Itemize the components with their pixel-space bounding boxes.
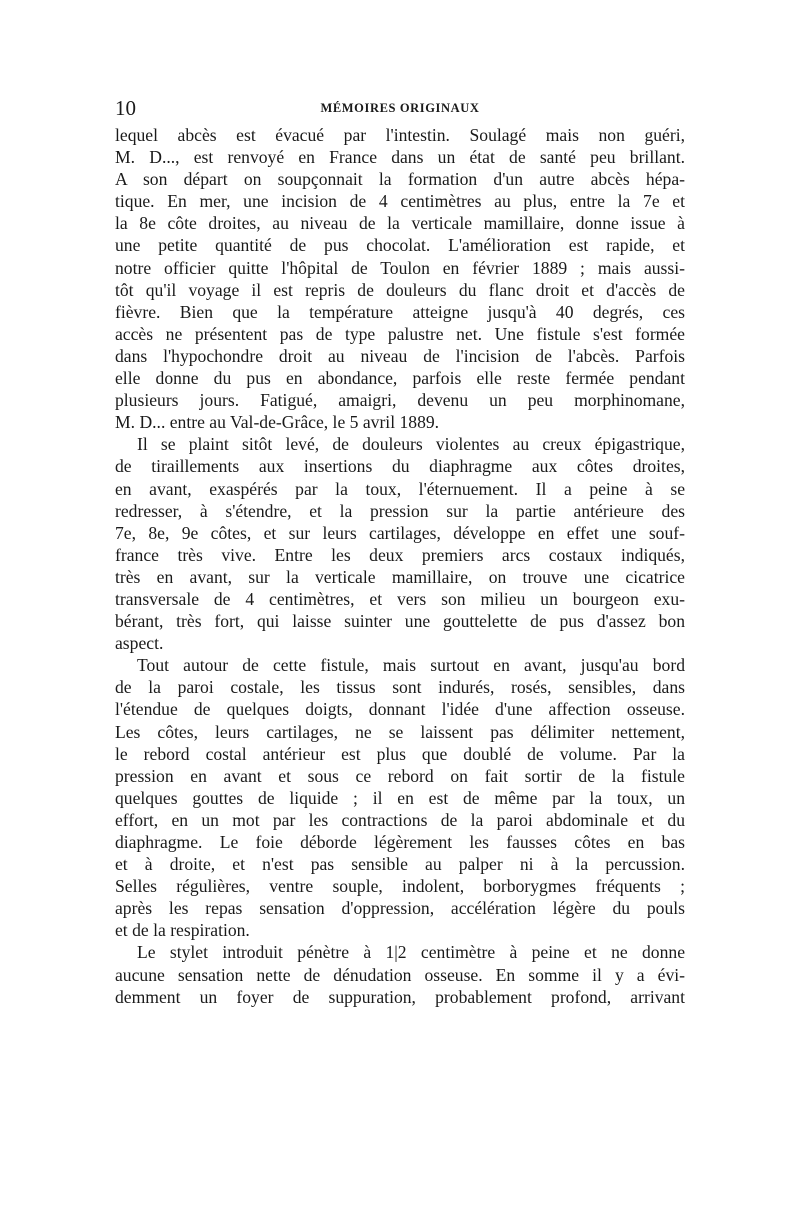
text-line: tôt qu'il voyage il est repris de douleurs du flanc droit et d'accès de [115,279,685,300]
text-line: elle donne du pus en abondance, parfois elle reste fermée pendant [115,368,685,389]
body-text [115,124,685,1008]
text-line: et à droite, et n'est pas sensible au palper ni à la percussion. [115,854,685,875]
text-line: la 8e côte droites, au niveau de la verticale mamillaire, donne issue à [115,213,685,234]
text-line: plusieurs jours. Fatigué, amaigri, devenu un peu morphinomane, [115,390,685,411]
paragraph [115,124,685,433]
text-line: quelques gouttes de liquide ; il en est de même par la toux, un [115,787,685,808]
text-line: l'étendue de quelques doigts, donnant l'idée d'une affection osseuse. [115,699,685,720]
paragraph [115,654,685,941]
text-line: très en avant, sur la verticale mamillaire, on trouve une cicatrice [115,566,685,587]
text-line: une petite quantité de pus chocolat. L'amélioration est rapide, et [115,235,685,256]
text-line: M. D... entre au Val-de-Grâce, le 5 avril 1889. [115,412,440,433]
text-line: aucune sensation nette de dénudation osseuse. En somme il y a évi- [115,964,685,985]
text-line: Il se plaint sitôt levé, de douleurs violentes au creux épigastrique, [137,434,685,455]
text-line: en avant, exaspérés par la toux, l'éternuement. Il a peine à se [115,478,685,499]
text-line: tique. En mer, une incision de 4 centimètres au plus, entre la 7e et [115,191,685,212]
text-line: 7e, 8e, 9e côtes, et sur leurs cartilages, développe en effet une souf- [115,522,685,543]
paragraph [115,941,685,1007]
text-line: demment un foyer de suppuration, probablement profond, arrivant [115,986,685,1007]
running-title: MÉMOIRES ORIGINAUX [320,101,480,115]
text-line: transversale de 4 centimètres, et vers son milieu un bourgeon exu- [115,588,685,609]
text-line: pression en avant et sous ce rebord on fait sortir de la fistule [115,765,685,786]
text-line: Tout autour de cette fistule, mais surtout en avant, jusqu'au bord [137,655,685,676]
text-line: notre officier quitte l'hôpital de Toulon en février 1889 ; mais aussi- [115,257,685,278]
text-line: bérant, très fort, qui laisse suinter une gouttelette de pus d'assez bon [115,611,685,632]
text-line: Selles régulières, ventre souple, indolent, borborygmes fréquents ; [115,876,685,897]
text-line: lequel abcès est évacué par l'intestin. Soulagé mais non guéri, [115,125,685,145]
page-number: 10 [115,96,136,120]
text-line: de tiraillements aux insertions du diaphragme aux côtes droites, [115,456,685,477]
book-page [115,96,685,1008]
text-line: et de la respiration. [115,920,250,941]
text-line: france très vive. Entre les deux premiers arcs costaux indiqués, [115,544,685,565]
text-line: de la paroi costale, les tissus sont indurés, rosés, sensibles, dans [115,677,685,698]
running-head [115,96,685,124]
text-line: le rebord costal antérieur est plus que doublé de volume. Par la [115,743,685,764]
text-line: M. D..., est renvoyé en France dans un état de santé peu brillant. [115,147,685,168]
text-line: aspect. [115,633,164,654]
text-line: fièvre. Bien que la température atteigne jusqu'à 40 degrés, ces [115,301,685,322]
text-line: A son départ on soupçonnait la formation d'un autre abcès hépa- [115,169,685,190]
text-line: redresser, à s'étendre, et la pression sur la partie antérieure des [115,500,685,521]
text-line: après les repas sensation d'oppression, accélération légère du pouls [115,898,685,919]
text-line: Les côtes, leurs cartilages, ne se laissent pas délimiter nettement, [115,721,685,742]
text-line: accès ne présentent pas de type palustre net. Une fistule s'est formée [115,323,685,344]
paragraph [115,433,685,654]
text-line: diaphragme. Le foie déborde légèrement les fausses côtes en bas [115,832,685,852]
text-line: dans l'hypochondre droit au niveau de l'incision de l'abcès. Parfois [115,345,685,366]
text-line: effort, en un mot par les contractions de la paroi abdominale et du [115,809,685,830]
text-line: Le stylet introduit pénètre à 1|2 centimètre à peine et ne donne [137,942,685,963]
